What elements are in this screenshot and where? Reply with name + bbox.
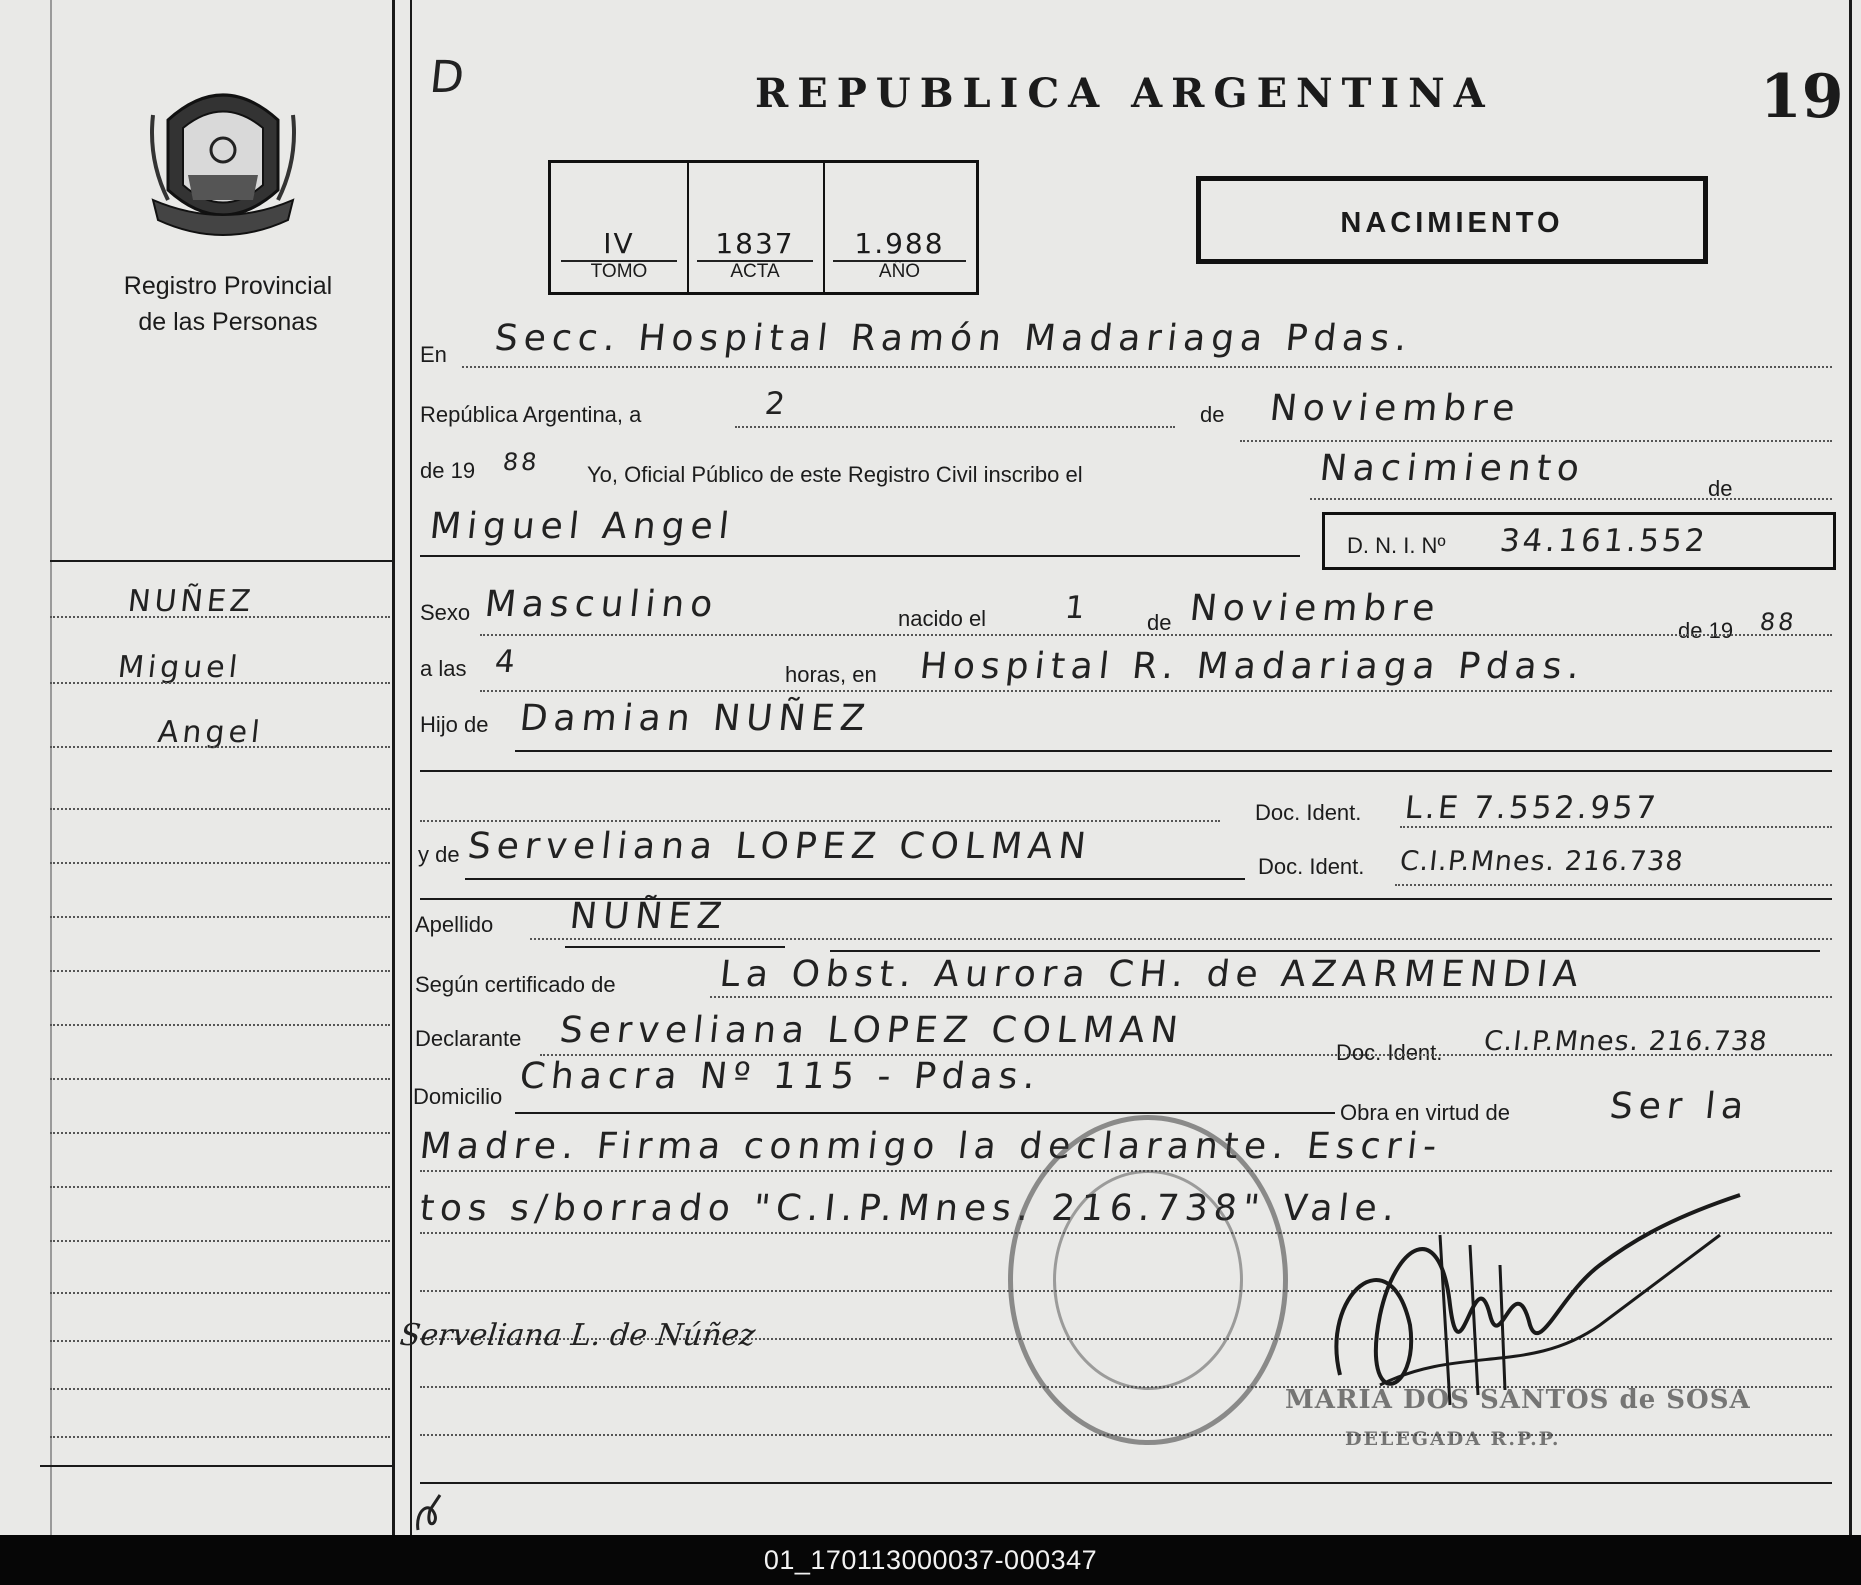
initial-mark: D bbox=[427, 52, 470, 103]
margin-dotted-line bbox=[50, 1186, 390, 1188]
margin-dotted-line bbox=[50, 1078, 390, 1080]
issuer-line-2: de las Personas bbox=[138, 308, 318, 336]
margin-dotted-line bbox=[50, 746, 390, 748]
acta-value: 1837 bbox=[697, 227, 813, 262]
margin-dotted-line bbox=[50, 1436, 390, 1438]
nacido-label: nacido el bbox=[898, 606, 987, 631]
margin-dotted-line bbox=[50, 916, 390, 918]
column-divider-inner bbox=[410, 0, 412, 1535]
remarks-line-2: tos s/borrado "C.I.P.Mnes. 216.738" Vale. bbox=[417, 1188, 1403, 1229]
issuer-office-name bbox=[78, 268, 378, 340]
anio-label: AÑO bbox=[878, 261, 921, 282]
dotted-line bbox=[462, 366, 1832, 368]
margin-surname: NUÑEZ bbox=[126, 584, 257, 619]
issuer-line-1: Registro Provincial bbox=[123, 272, 333, 300]
misiones-seal-logo bbox=[148, 80, 298, 245]
birth-year: 88 bbox=[1758, 608, 1799, 636]
mother-underline bbox=[465, 878, 1245, 880]
de-label: de bbox=[1200, 402, 1225, 427]
delegate-role-stamp: DELEGADA R.P.P. bbox=[1345, 1428, 1561, 1450]
mother-doc-number: C.I.P.Mnes. 216.738 bbox=[1398, 846, 1686, 877]
surname-underline bbox=[565, 946, 785, 948]
margin-given-name-1: Miguel bbox=[116, 650, 243, 685]
margin-dotted-line bbox=[50, 1388, 390, 1390]
obra-label: Obra en virtud de bbox=[1340, 1100, 1510, 1125]
declarant-doc-number: C.I.P.Mnes. 216.738 bbox=[1482, 1026, 1770, 1057]
dotted-line bbox=[735, 426, 1175, 428]
delegate-name-stamp: MARIA DOS SANTOS de SOSA bbox=[1285, 1385, 1751, 1415]
dotted-line bbox=[1400, 826, 1832, 828]
dotted-line bbox=[1395, 884, 1832, 886]
acta-cell bbox=[687, 163, 825, 292]
dotted-line bbox=[710, 996, 1832, 998]
birth-year-prefix: de 19 bbox=[1678, 618, 1734, 643]
dotted-line bbox=[480, 690, 1832, 692]
outer-left-border bbox=[50, 0, 52, 1535]
address: Chacra Nº 115 - Pdas. bbox=[517, 1056, 1044, 1097]
sexo-label: Sexo bbox=[420, 600, 471, 625]
tomo-cell bbox=[551, 163, 689, 292]
registry-seal-stamp bbox=[1008, 1115, 1288, 1445]
image-identifier: 01_170113000037-000347 bbox=[763, 1545, 1098, 1575]
de-label: de bbox=[1147, 610, 1172, 635]
act-type: Nacimiento bbox=[1317, 448, 1588, 489]
dotted-line bbox=[480, 634, 1832, 636]
domicilio-label: Domicilio bbox=[413, 1084, 503, 1109]
certifying-midwife: La Obst. Aurora CH. de AZARMENDIA bbox=[717, 954, 1586, 995]
declarant-name: Serveliana LOPEZ COLMAN bbox=[557, 1010, 1186, 1051]
address-underline bbox=[515, 1112, 1335, 1114]
margin-dotted-line bbox=[50, 682, 390, 684]
margin-dotted-line bbox=[50, 1240, 390, 1242]
mother-doc-label: Doc. Ident. bbox=[1258, 854, 1365, 879]
tomo-value: IV bbox=[561, 227, 677, 262]
remarks-line-1: Madre. Firma conmigo la declarante. Escri- bbox=[417, 1126, 1445, 1167]
hijo-label: Hijo de bbox=[420, 712, 489, 737]
sex-value: Masculino bbox=[482, 584, 721, 625]
column-divider bbox=[392, 0, 395, 1535]
statement-text: Yo, Oficial Público de este Registro Civil inscribo el bbox=[587, 462, 1083, 487]
birth-day: 1 bbox=[1063, 590, 1090, 626]
en-label: En bbox=[420, 342, 447, 367]
right-border bbox=[1849, 0, 1852, 1535]
apellido-label: Apellido bbox=[415, 912, 494, 937]
margin-dotted-line bbox=[50, 1292, 390, 1294]
birth-month: Noviembre bbox=[1187, 588, 1443, 629]
surname-long-underline bbox=[830, 950, 1820, 952]
margin-given-name-2: Angel bbox=[156, 715, 266, 750]
margin-dotted-line bbox=[50, 616, 390, 618]
declarant-doc-label: Doc. Ident. bbox=[1336, 1040, 1443, 1065]
declarant-signature: Serveliana L. de Núñez bbox=[398, 1318, 757, 1353]
margin-dotted-line bbox=[50, 1132, 390, 1134]
tomo-label: TOMO bbox=[590, 261, 648, 282]
dni-label: D. N. I. Nº bbox=[1347, 533, 1446, 558]
place-of-registration: Secc. Hospital Ramón Madariaga Pdas. bbox=[492, 318, 1415, 359]
margin-dotted-line bbox=[50, 970, 390, 972]
horas-label: horas, en bbox=[785, 662, 877, 687]
dotted-line bbox=[1310, 498, 1832, 500]
bottom-initial-mark bbox=[410, 1490, 450, 1535]
margin-dotted-line bbox=[50, 1340, 390, 1342]
registration-month: Noviembre bbox=[1267, 388, 1523, 429]
margin-top-rule bbox=[50, 560, 392, 562]
declarante-label: Declarante bbox=[415, 1026, 522, 1051]
birth-place: Hospital R. Madariaga Pdas. bbox=[917, 646, 1588, 687]
dotted-line bbox=[420, 820, 1220, 822]
page-number: 19 bbox=[1760, 62, 1844, 132]
dotted-line bbox=[530, 938, 1832, 940]
name-underline bbox=[420, 555, 1300, 557]
country-title: REPUBLICA ARGENTINA bbox=[755, 70, 1494, 117]
father-underline bbox=[515, 750, 1832, 752]
mother-prefix: y de bbox=[418, 842, 460, 867]
record-type-label: NACIMIENTO bbox=[1340, 207, 1564, 239]
father-name: Damian NUÑEZ bbox=[517, 698, 873, 739]
margin-dotted-line bbox=[50, 862, 390, 864]
bottom-rule bbox=[420, 1482, 1832, 1484]
father-second-line bbox=[420, 770, 1832, 772]
registration-day: 2 bbox=[763, 386, 790, 422]
obra-reason: Ser la bbox=[1607, 1086, 1752, 1127]
mother-name: Serveliana LOPEZ COLMAN bbox=[465, 826, 1094, 867]
margin-bottom-rule bbox=[40, 1465, 392, 1467]
child-surname: NUÑEZ bbox=[567, 896, 730, 937]
republica-label: República Argentina, a bbox=[420, 402, 642, 427]
dni-box bbox=[1322, 512, 1836, 570]
registration-box bbox=[548, 160, 979, 295]
registry-seal-inner-ring bbox=[1053, 1170, 1243, 1390]
father-doc-number: L.E 7.552.957 bbox=[1403, 790, 1661, 826]
hour-prefix: a las bbox=[420, 656, 467, 681]
registration-year: 88 bbox=[501, 448, 542, 476]
year-prefix: de 19 bbox=[420, 458, 476, 483]
margin-dotted-line bbox=[50, 808, 390, 810]
record-type-box bbox=[1196, 176, 1708, 264]
footer-bar bbox=[0, 1535, 1861, 1585]
certificado-label: Según certificado de bbox=[415, 972, 616, 997]
child-given-names: Miguel Angel bbox=[427, 506, 737, 547]
birth-hour: 4 bbox=[493, 644, 520, 680]
anio-value: 1.988 bbox=[833, 227, 966, 262]
anio-cell bbox=[823, 163, 976, 292]
acta-label: ACTA bbox=[730, 261, 780, 282]
dni-number: 34.161.552 bbox=[1498, 523, 1710, 559]
margin-dotted-line bbox=[50, 1024, 390, 1026]
father-doc-label: Doc. Ident. bbox=[1255, 800, 1362, 825]
de-label: de bbox=[1708, 476, 1733, 501]
dotted-line bbox=[1240, 440, 1832, 442]
